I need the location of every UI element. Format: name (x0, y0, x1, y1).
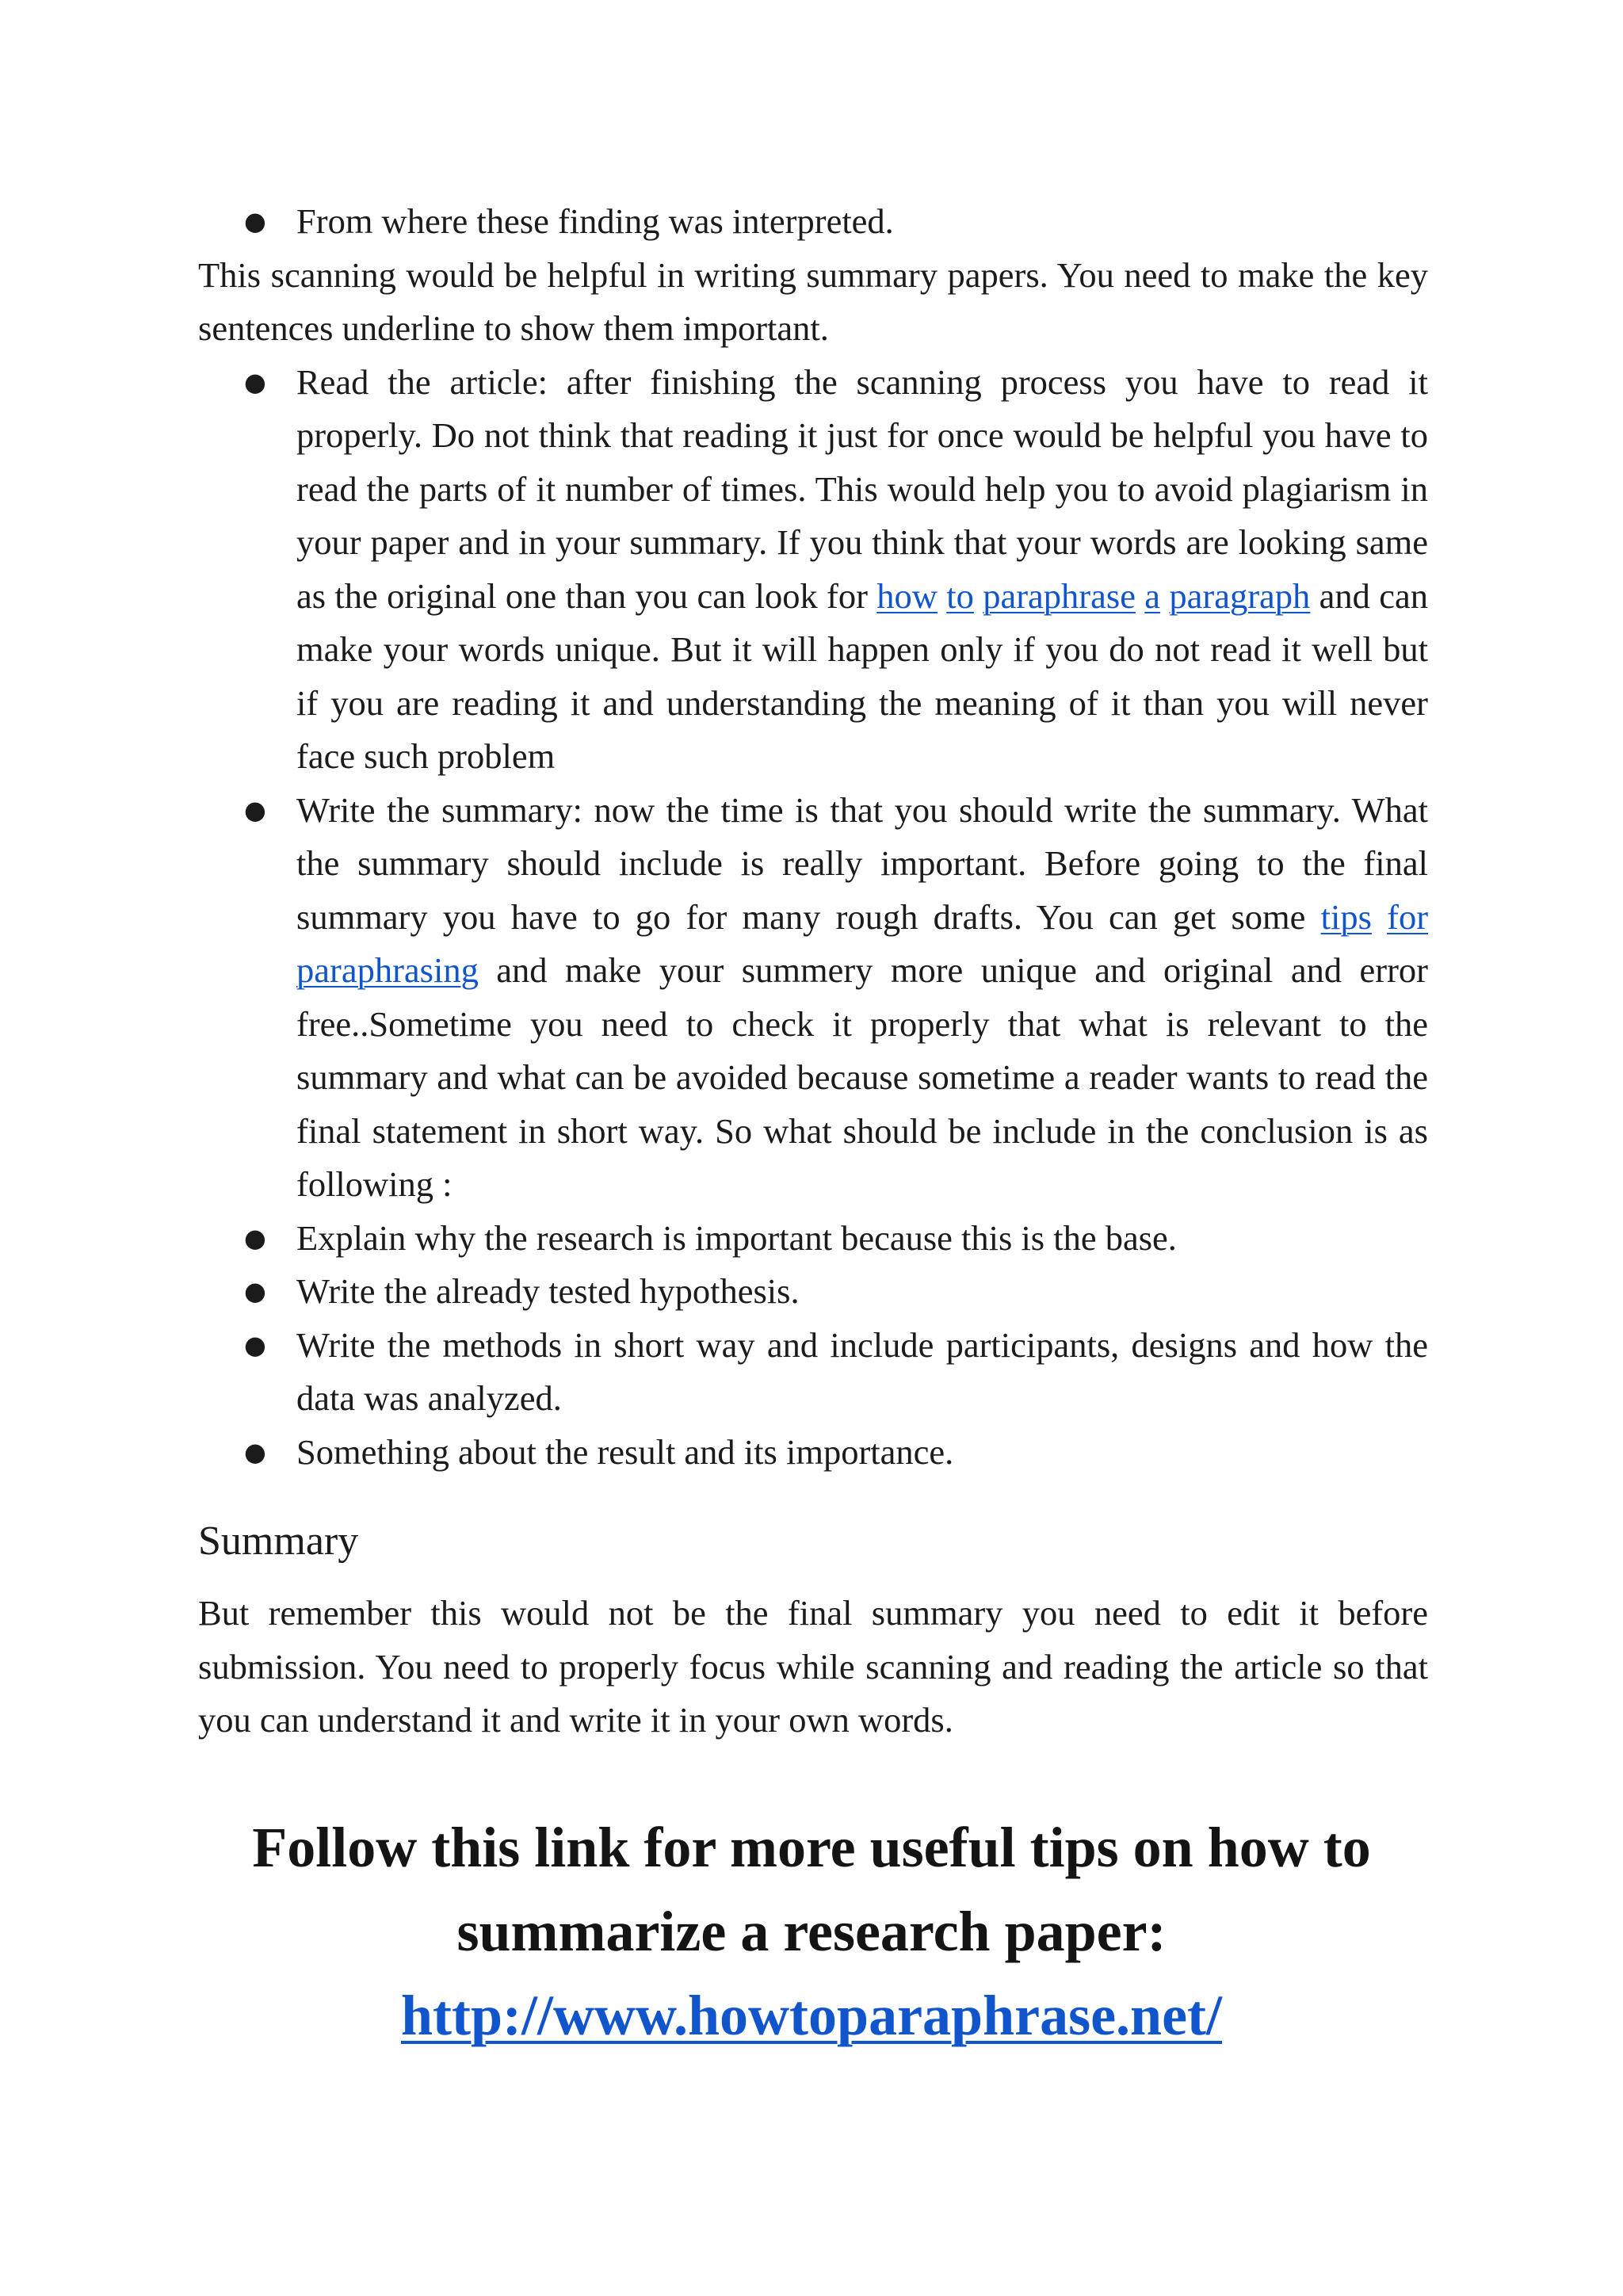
list-item-text: Write the already tested hypothesis. (296, 1271, 800, 1311)
bullet-icon: ● (244, 1436, 266, 1467)
list-item (198, 195, 1428, 249)
list-item-text: Read the article: after finishing the scanning process you have to read it properly. Do not think that reading it just for once would be helpful you have to read the parts of it number of times. This would help you to avoid plagiarism in your paper and in your summary. If you think that your words are looking same as the original one than you can look for (296, 361, 1428, 616)
list-item-result (198, 1426, 1428, 1480)
link-for[interactable]: for (1387, 896, 1429, 937)
cta-link[interactable]: http://www.howtoparaphrase.net/ (400, 1984, 1223, 2047)
bullet-icon: ● (244, 1329, 266, 1360)
list-item-write-summary (198, 784, 1428, 1212)
list-item-text: Explain why the research is important because this is the base. (296, 1217, 1177, 1258)
list-item-text: and make your summery more unique and original and error free..Sometime you need to check it properly that what is relevant to the summary and what can be avoided because sometime a reader wants to read the final statement in short way. So what should be include in the conclusion is as following : (296, 950, 1428, 1204)
list-item-text: From where these finding was interpreted. (296, 201, 894, 241)
list-item-hypothesis (198, 1265, 1428, 1319)
bullet-icon: ● (244, 794, 266, 825)
link-paragraph[interactable]: paragraph (1169, 575, 1311, 616)
list-item-methods (198, 1319, 1428, 1426)
summary-paragraph: But remember this would not be the final summary you need to edit it before submission. You need to properly focus while scanning and reading the article so that you can understand it and write it in your own words. (198, 1593, 1428, 1740)
link-how[interactable]: how (876, 575, 938, 616)
cta-text: Follow this link for more useful tips on how to summarize a research paper: (252, 1816, 1371, 1963)
link-paraphrase[interactable]: paraphrase (983, 575, 1136, 616)
link-tips[interactable]: tips (1320, 896, 1372, 937)
link-to[interactable]: to (946, 575, 974, 616)
list-item-text: and can make your words unique. But it will happen only if you do not read it well but if you are reading it and understanding the meaning of it than you will never face such problem (296, 575, 1428, 776)
bullet-icon: ● (244, 366, 266, 397)
bullet-icon: ● (244, 1222, 266, 1253)
bullet-icon: ● (244, 1276, 266, 1306)
list-item-text: Write the summary: now the time is that you should write the summary. What the summary should include is really important. Before going to the final summary you have to go for many rough drafts. You can get some (296, 789, 1428, 937)
list-item-read-article (198, 356, 1428, 784)
bullet-list-steps (198, 356, 1428, 1480)
summary-heading: Summary (198, 1519, 359, 1564)
paragraph-scanning: This scanning would be helpful in writing summary papers. You need to make the key sentences underline to show them important. (198, 254, 1428, 348)
call-to-action (158, 1805, 1465, 2057)
document-body (198, 195, 1428, 1748)
link-paraphrasing[interactable]: paraphrasing (296, 950, 479, 990)
list-item-text: Write the methods in short way and include participants, designs and how the data was analyzed. (296, 1324, 1428, 1418)
bullet-list-findings (198, 195, 1428, 249)
list-item-explain (198, 1212, 1428, 1266)
list-item-text: Something about the result and its importance. (296, 1431, 954, 1472)
bullet-icon: ● (244, 206, 266, 236)
link-a[interactable]: a (1144, 575, 1161, 616)
